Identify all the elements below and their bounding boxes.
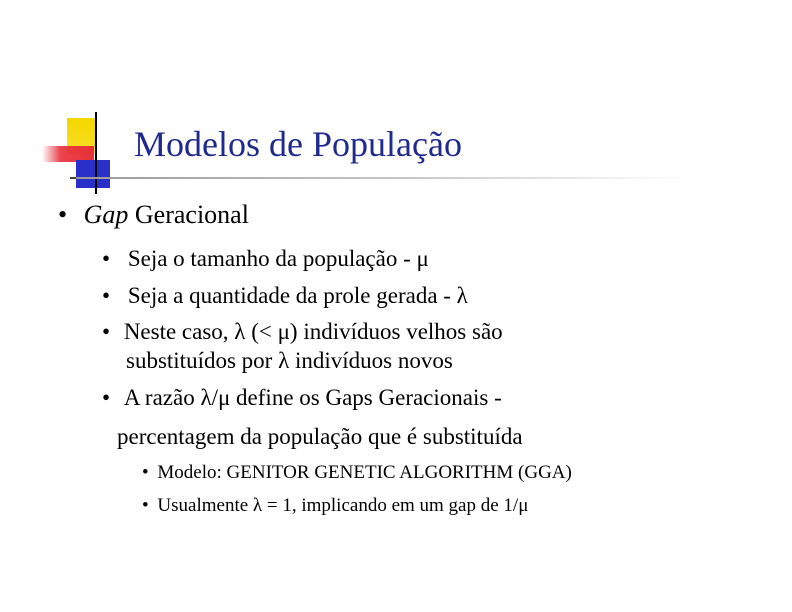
sub-bullet-text: A razão λ/μ define os Gaps Geracionais - [123,385,502,410]
sub-bullet-continuation: substituídos por λ indivíduos novos [126,348,453,373]
sub-bullet-text: Seja a quantidade da prole gerada - λ [127,283,468,308]
bullet-item-gap-geracional [58,202,249,228]
colored-squares-logo-icon [40,110,140,195]
bullet-text: Geracional [128,200,249,229]
bullet-icon: • [102,283,111,308]
sub-bullet-item [102,320,503,343]
bullet-icon: • [142,495,149,516]
bullet-icon: • [58,200,68,229]
sub-bullet-item [102,386,502,409]
bullet-icon: • [102,319,111,344]
sub-sub-bullet-item [142,496,528,515]
sub-bullet-continuation: percentagem da população que é substituída [117,424,523,449]
sub-sub-bullet-item [142,463,572,482]
sub-bullet-text: Neste caso, λ (< μ) indivíduos velhos são [123,319,503,344]
sub-sub-bullet-text: Modelo: GENITOR GENETIC ALGORITHM (GGA) [157,462,572,483]
title-divider [76,177,690,179]
sub-bullet-item [102,247,429,270]
sub-bullet-text: Seja o tamanho da população - μ [127,246,429,271]
sub-bullet-item [102,284,468,307]
sub-sub-bullet-text: Usualmente λ = 1, implicando em um gap de 1/μ [157,495,529,516]
bullet-icon: • [102,385,111,410]
bullet-icon: • [142,462,149,483]
slide-title: Modelos de População [134,124,462,164]
bullet-italic-word: Gap [83,200,129,229]
bullet-icon: • [102,246,111,271]
